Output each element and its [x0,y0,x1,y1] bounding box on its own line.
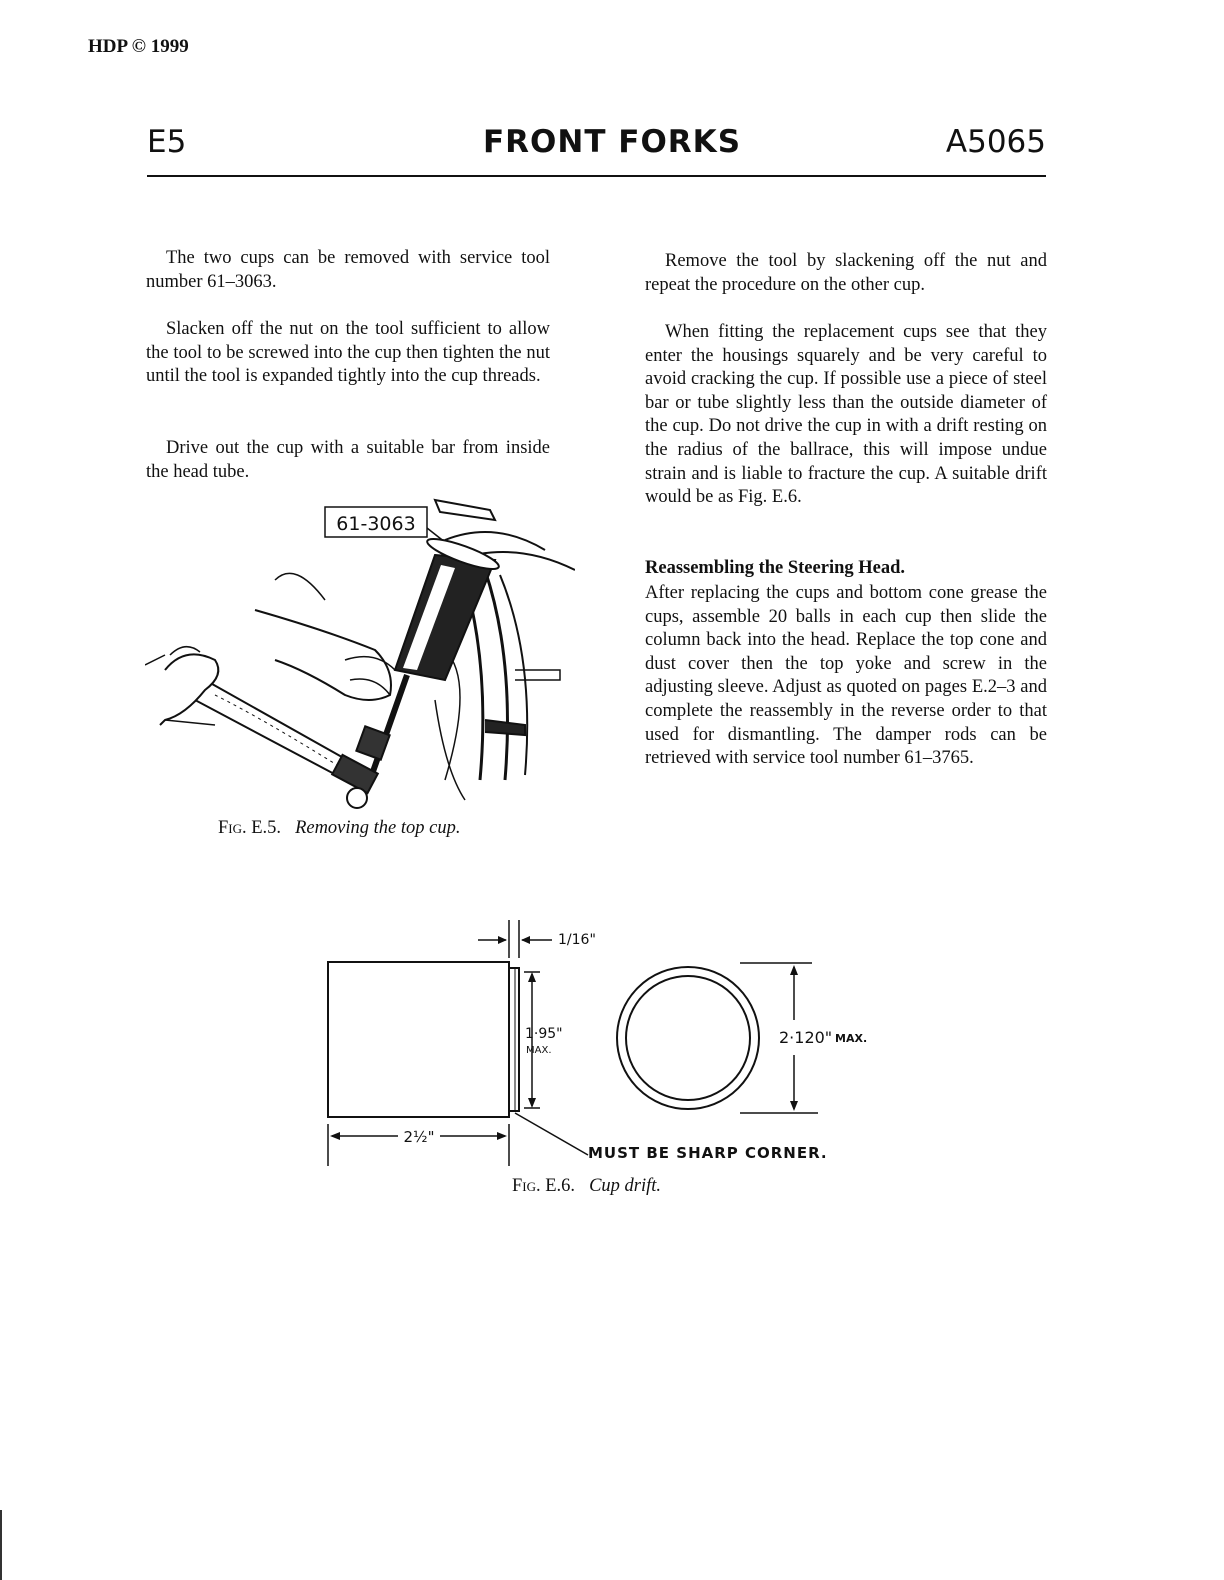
tool-label: 61-3063 [336,513,416,535]
figure-e6-caption [512,1176,661,1197]
figure-e5-title: Removing the top cup. [295,818,461,838]
header-rule [147,175,1046,177]
figure-e5-caption [218,818,461,839]
right-paragraph-1: Remove the tool by slackening off the nut and repeat the procedure on the other cup. [645,251,1047,295]
dim-lip-label: 1/16" [558,932,596,948]
copyright-notice: HDP © 1999 [88,36,189,57]
figure-e5-label: Fig. E.5. [218,818,282,838]
figure-e6-drawing [300,910,920,1170]
right-paragraph-2: When fitting the replacement cups see that they enter the housings squarely and be very careful to avoid cracking the cup. If possible use a piece of steel bar or tube slightly less than the outside diameter of the cup. Do not drive the cup in with a drift resting on the radius of the ballrace, this will impose undue strain and is liable to fracture the cup. A suitable drift would be as Fig. E.6. [645,322,1047,508]
section-subheading: Reassembling the Steering Head. [645,558,906,578]
left-paragraph-3: Drive out the cup with a suitable bar from inside the head tube. [146,438,550,482]
sharp-corner-note: MUST BE SHARP CORNER. [588,1144,828,1162]
left-paragraph-2: Slacken off the nut on the tool sufficient to allow the tool to be screwed into the cup then tighten the nut until the tool is expanded tightly into the cup threads. [146,319,550,387]
dim-length-label: 2½" [403,1128,435,1146]
right-paragraph-3: After replacing the cups and bottom cone grease the cups, assemble 20 balls in each cup then slide the column back into the head. Replace the top cone and dust cover then the top yoke and screw in the adjusting sleeve. Adjust as quoted on pages E.2–3 and complete the reassembly in the reverse order to that used for dismantling. The damper rods can be retrieved with service tool number 61–3765. [645,583,1047,769]
figure-e6-title: Cup drift. [589,1176,662,1196]
dim-outer-max: MAX. [835,1032,868,1045]
figure-e6-label: Fig. E.6. [512,1176,576,1196]
figure-e5-illustration [145,480,575,815]
model-number: A5065 [945,124,1046,160]
scan-edge-mark [0,1510,2,1580]
drift-side-body [328,962,509,1117]
page-title: FRONT FORKS [482,124,742,160]
dim-outer-label: 2·120" [779,1028,833,1047]
dim-inner-max: MAX. [526,1045,552,1056]
section-number: E5 [147,124,187,160]
drift-end-outer [617,967,759,1109]
dim-inner-label: 1·95" [525,1026,563,1042]
left-paragraph-1: The two cups can be removed with service tool number 61–3063. [146,248,550,292]
drift-lip [509,968,519,1111]
drift-end-inner [626,976,750,1100]
